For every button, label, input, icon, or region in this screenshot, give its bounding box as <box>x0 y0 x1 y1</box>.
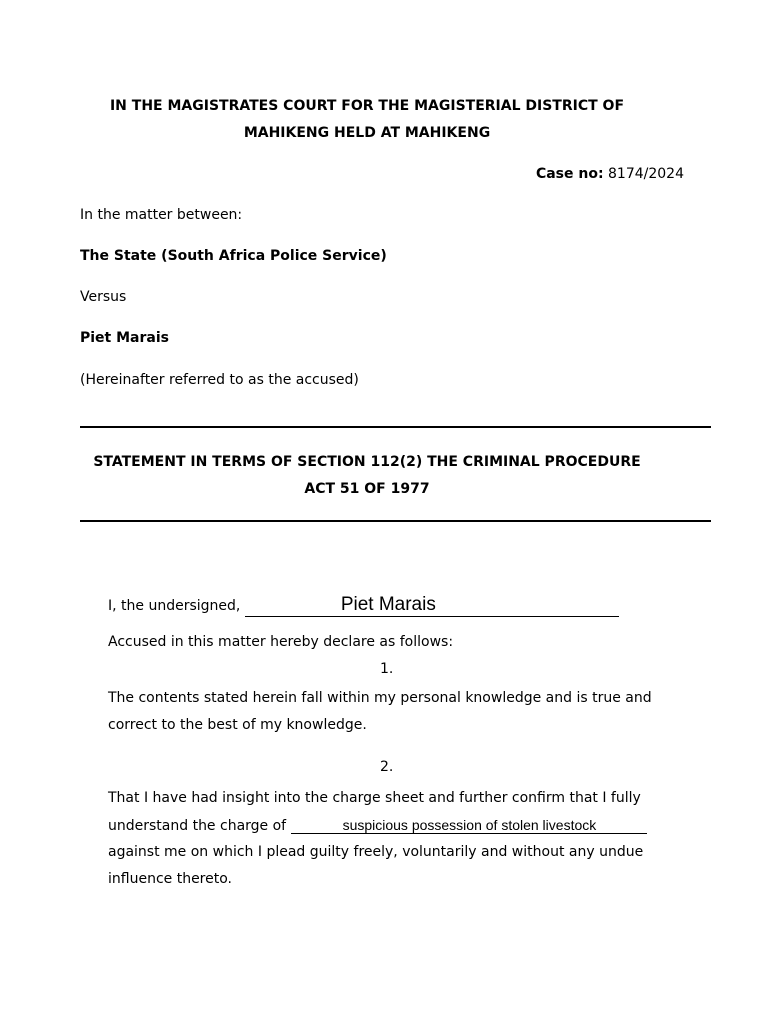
paragraph-1-number: 1. <box>380 661 394 677</box>
court-heading-line1: IN THE MAGISTRATES COURT FOR THE MAGISTERIAL DISTRICT OF <box>109 98 625 114</box>
court-heading-line2: MAHIKENG HELD AT MAHIKENG <box>243 125 491 141</box>
case-number-block <box>536 166 684 182</box>
paragraph-1-line1: The contents stated herein fall within my personal knowledge and is true and <box>108 690 652 706</box>
bottom-divider <box>80 520 711 522</box>
versus-label: Versus <box>80 289 127 305</box>
charge-label: understand the charge of <box>108 818 287 834</box>
paragraph-2-line4: influence thereto. <box>108 871 232 887</box>
paragraph-2-number: 2. <box>380 759 394 775</box>
undersigned-label: I, the undersigned, <box>108 598 241 614</box>
paragraph-2-line1: That I have had insight into the charge sheet and further confirm that I fully <box>108 790 641 806</box>
declare-line: Accused in this matter hereby declare as follows: <box>108 634 454 650</box>
paragraph-2-line2 <box>108 817 647 834</box>
case-number-label: Case no: <box>535 166 604 182</box>
accused-name: Piet Marais <box>80 330 169 346</box>
charge-field[interactable]: suspicious possession of stolen livestock <box>291 817 647 834</box>
undersigned-line <box>108 594 619 617</box>
matter-intro: In the matter between: <box>80 207 243 223</box>
paragraph-1-line2: correct to the best of my knowledge. <box>108 717 367 733</box>
statement-title-line1: STATEMENT IN TERMS OF SECTION 112(2) THE CRIMINAL PROCEDURE <box>93 454 641 470</box>
paragraph-2-line3: against me on which I plead guilty freely, voluntarily and without any undue <box>108 844 644 860</box>
statement-title-line2: ACT 51 OF 1977 <box>304 481 430 497</box>
top-divider <box>80 426 711 428</box>
plaintiff-name: The State (South Africa Police Service) <box>80 248 387 264</box>
undersigned-name-field[interactable]: Piet Marais <box>245 594 619 617</box>
case-number-value: 8174/2024 <box>608 166 684 182</box>
accused-note: (Hereinafter referred to as the accused) <box>80 372 359 388</box>
